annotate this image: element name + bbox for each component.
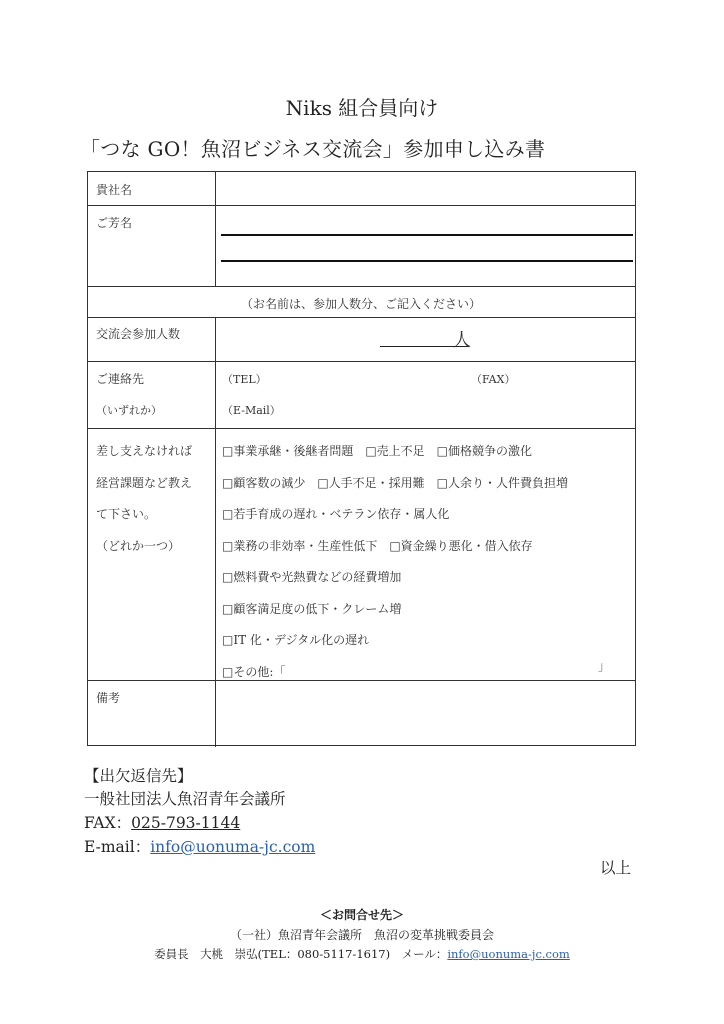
attendees-unit: 人	[453, 330, 471, 351]
inquiry-contact-text: 委員長 大桃 崇弘(TEL：080-5117-1617) メール：	[154, 947, 448, 961]
contact-label: ご連絡先	[96, 372, 145, 386]
row-divider	[88, 205, 635, 206]
issues-label-line: 差し支えなければ	[96, 444, 193, 458]
reply-fax	[84, 811, 240, 833]
company-name-field[interactable]	[218, 174, 634, 204]
issue-option-row[interactable]: □その他:「	[222, 664, 286, 679]
inquiry-heading: ＜お問合せ先＞	[319, 908, 404, 922]
row-divider	[88, 428, 635, 429]
issues-label-line: 経営課題など教え	[96, 475, 193, 490]
closing-text: 以上	[600, 859, 632, 877]
title-line-2: 「つな GO！魚沼ビジネス交流会」参加申し込み書	[80, 137, 546, 161]
other-close-bracket: 」	[598, 659, 611, 673]
name-line-1[interactable]	[221, 234, 633, 236]
issue-option-row[interactable]: □事業承継・後継者問題 □売上不足 □価格競争の激化	[222, 444, 533, 458]
issue-option-row[interactable]: □若手育成の遅れ・ベテラン依存・属人化	[222, 507, 450, 521]
contact-sublabel: （いずれか）	[96, 404, 162, 417]
column-divider	[215, 172, 216, 286]
issue-option-row[interactable]: □燃料費や光熱費などの経費増加	[222, 570, 402, 584]
application-form-table	[87, 171, 636, 746]
column-divider	[215, 317, 216, 747]
email-link[interactable]: info@uonuma-jc.com	[150, 838, 316, 856]
inquiry-email-link[interactable]: info@uonuma-jc.com	[447, 947, 570, 961]
email-prefix: E-mail：	[84, 838, 151, 856]
reply-email	[84, 835, 315, 857]
issues-label-line: （どれか一つ）	[96, 538, 181, 553]
issues-label	[96, 436, 192, 562]
issue-option-row[interactable]: □業務の非効率・生産性低下 □資金繰り悪化・借入依存	[222, 538, 533, 553]
issues-options	[222, 436, 568, 688]
company-name-label: 貴社名	[96, 183, 133, 197]
name-note: （お名前は、参加人数分、ご記入ください）	[240, 297, 481, 311]
row-divider	[88, 317, 635, 318]
name-label: ご芳名	[96, 216, 133, 230]
issue-option-row[interactable]: □顧客満足度の低下・クレーム増	[222, 601, 402, 616]
issue-option-row[interactable]: □IT 化・デジタル化の遅れ	[222, 633, 370, 647]
tel-label: （TEL）	[222, 373, 267, 386]
fax-prefix: FAX：	[84, 814, 132, 832]
issue-option-row[interactable]: □顧客数の減少 □人手不足・採用難 □人余り・人件費負担増	[222, 475, 569, 490]
inquiry-contact	[0, 946, 724, 962]
attendees-label: 交流会参加人数	[96, 327, 181, 341]
issues-label-line: て下さい。	[96, 507, 157, 521]
reply-org: 一般社団法人魚沼青年会議所	[84, 790, 286, 808]
remarks-label: 備考	[96, 691, 121, 705]
inquiry-org: （一社）魚沼青年会議所 魚沼の変革挑戦委員会	[229, 928, 494, 942]
name-line-2[interactable]	[221, 260, 633, 262]
reply-heading: 【出欠返信先】	[84, 767, 193, 785]
row-divider	[88, 286, 635, 287]
fax-number: 025-793-1144	[131, 814, 241, 832]
email-field-label: （E-Mail）	[222, 404, 281, 417]
remarks-field[interactable]	[218, 683, 634, 745]
row-divider	[88, 361, 635, 362]
title-line-1: Niks 組合員向け	[285, 96, 439, 120]
fax-label: （FAX）	[471, 373, 516, 386]
